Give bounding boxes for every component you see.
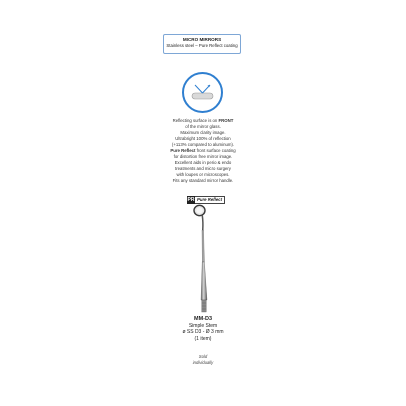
sold-note	[170, 354, 236, 366]
desc-line: Maximum clarity image.	[180, 130, 226, 135]
desc-line: Ultrabright 100% of reflection	[175, 136, 231, 141]
desc-line: Fits any standard mirror handle.	[172, 178, 234, 183]
desc-line: Reflecting surface is on FRONT	[172, 118, 234, 123]
desc-line: with loupes or microscopes.	[176, 172, 230, 177]
product-spec: ø SS D3 - Ø 3 mm	[182, 329, 224, 335]
product-code: MM-D3	[193, 316, 213, 322]
desc-line: Excellent aids in perio & endo	[174, 160, 232, 165]
pure-reflect-label: Pure Reflect	[195, 196, 225, 204]
desc-line: for distortion free mirror image.	[173, 154, 233, 159]
desc-line: Pure Reflect front surface coating	[170, 148, 236, 153]
header-title: MICRO MIRRORS	[182, 37, 222, 42]
pr-logo-icon: PR	[187, 197, 195, 203]
desc-line: (+113% compared to aluminum).	[171, 142, 235, 147]
desc-line: of the mirror glass.	[185, 124, 221, 129]
product-name: Simple Stem	[188, 322, 218, 329]
product-info	[160, 316, 246, 342]
product-quantity: (1 item)	[194, 335, 212, 342]
sold-line: Sold	[198, 354, 208, 359]
header-subtitle: Stainless steel – Pure Reflect coating	[166, 43, 238, 48]
sold-line: individually	[192, 360, 214, 365]
desc-line: treatments and micro surgery	[175, 166, 231, 171]
